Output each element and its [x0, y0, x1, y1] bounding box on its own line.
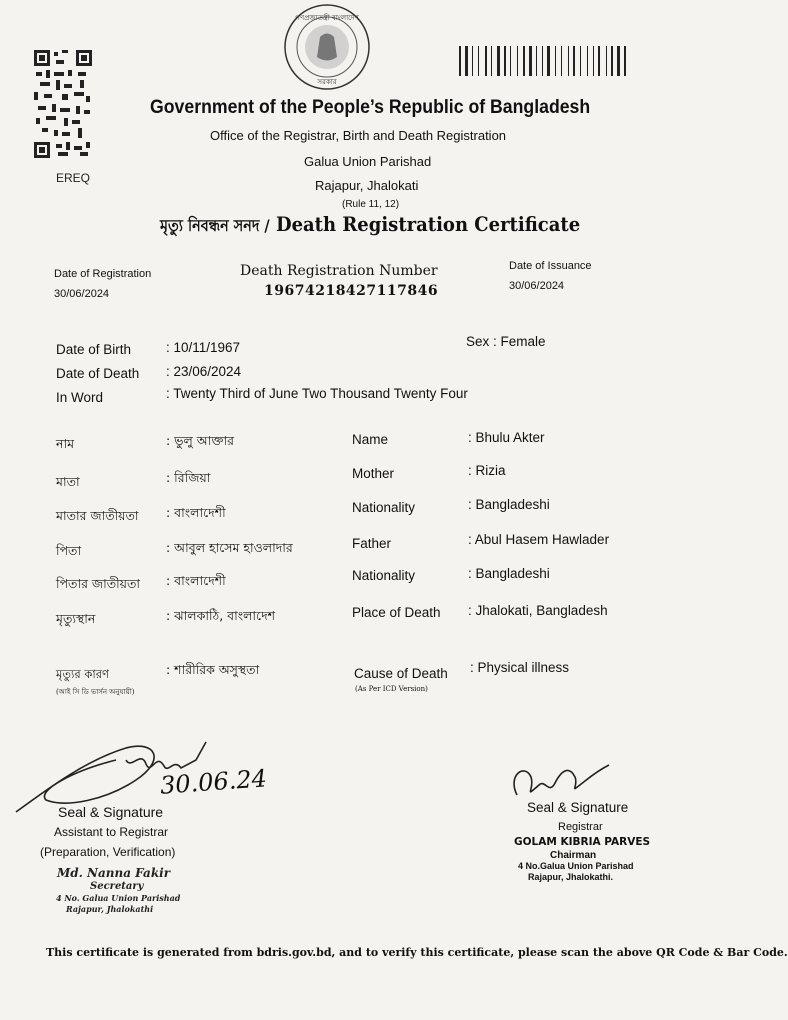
place-of-death-value: : Jhalokati, Bangladesh [468, 603, 608, 618]
bn-cause-label: মৃত্যুর কারণ [56, 667, 109, 681]
qr-code [34, 50, 92, 158]
bn-father-label: পিতা [56, 543, 82, 558]
registrar-title: Registrar [558, 821, 603, 833]
cause-value: : Physical illness [470, 660, 570, 675]
registration-number-label: Death Registration Number [240, 263, 438, 279]
registrar-place: Rajapur, Jhalokathi. [528, 872, 614, 882]
sex-value: Sex : Female [466, 334, 546, 349]
date-of-registration-label: Date of Registration [54, 268, 152, 280]
father-value: : Abul Hasem Hawlader [468, 532, 610, 547]
name-value: : Bhulu Akter [468, 430, 545, 445]
bn-father-nationality-label: পিতার জাতীয়তা [56, 576, 141, 591]
date-of-issuance-label: Date of Issuance [509, 260, 592, 272]
registrar-role: Chairman [550, 850, 597, 861]
date-of-issuance-value: 30/06/2024 [509, 280, 565, 292]
bn-name-value: : ভুলু আক্তার [166, 433, 235, 448]
bn-father-nationality-value: : বাংলাদেশী [166, 573, 226, 588]
office-title: Office of the Registrar, Birth and Death Registration [210, 128, 507, 143]
secretary-stamp-org: 4 No. Galua Union Parishad [56, 893, 181, 903]
father-nationality-value: : Bangladeshi [468, 566, 550, 581]
assistant-title: Assistant to Registrar [54, 825, 169, 839]
bn-cause-note: (আই সি ডি ভার্সন অনুযায়ী) [56, 688, 135, 696]
assistant-subtitle: (Preparation, Verification) [40, 845, 176, 859]
registrar-signature [505, 755, 615, 805]
bn-place-of-death-label: মৃত্যুস্থান [56, 611, 96, 626]
cause-label: Cause of Death [354, 666, 448, 681]
bn-mother-label: মাতা [56, 474, 80, 489]
in-word-label: In Word [56, 390, 104, 405]
certificate-title [160, 212, 580, 240]
dob-label: Date of Birth [56, 342, 132, 357]
union-name: Galua Union Parishad [304, 154, 432, 169]
left-seal-label: Seal & Signature [58, 804, 164, 820]
qr-caption: EREQ [56, 171, 91, 185]
registrar-org: 4 No.Galua Union Parishad [518, 861, 634, 871]
bn-name-label: নাম [56, 436, 75, 451]
union-location: Rajapur, Jhalokati [315, 178, 419, 193]
secretary-stamp-name: Md. Nanna Fakir [57, 866, 171, 880]
mother-value: : Rizia [468, 463, 506, 478]
certificate-title-bn: মৃত্যু নিবন্ধন সনদ / [160, 216, 270, 235]
dod-value: : 23/06/2024 [166, 364, 242, 379]
bn-father-value: : আবুল হাসেম হাওলাদার [166, 540, 293, 555]
mother-nationality-value: : Bangladeshi [468, 497, 550, 512]
place-of-death-label: Place of Death [352, 605, 441, 620]
in-word-value: : Twenty Third of June Two Thousand Twenty Four [166, 386, 468, 401]
registration-number-value: 19674218427117846 [264, 283, 439, 299]
barcode [459, 46, 679, 76]
verification-footer: This certificate is generated from bdris.gov.bd, and to verify this certificate, please scan the above QR Code & Bar Code. [46, 946, 788, 959]
mother-label: Mother [352, 466, 395, 481]
bn-cause-value: : শারীরিক অসুস্থতা [166, 662, 260, 677]
bn-mother-nationality-value: : বাংলাদেশী [166, 505, 226, 520]
handwritten-date: 30.06.24 [159, 764, 268, 800]
dod-label: Date of Death [56, 366, 140, 381]
mother-nationality-label: Nationality [352, 500, 416, 515]
certificate-title-en: Death Registration Certificate [275, 212, 581, 236]
dob-value: : 10/11/1967 [166, 340, 241, 355]
father-nationality-label: Nationality [352, 568, 416, 583]
secretary-stamp-place: Rajapur, Jhalokathi [66, 904, 154, 914]
cause-note: (As Per ICD Version) [355, 685, 428, 693]
government-seal-logo [282, 2, 372, 92]
right-seal-label: Seal & Signature [527, 800, 629, 815]
bn-mother-value: : রিজিয়া [166, 470, 211, 485]
father-label: Father [352, 536, 392, 551]
registrar-name: GOLAM KIBRIA PARVES [514, 836, 651, 848]
name-label: Name [352, 432, 389, 447]
date-of-registration-value: 30/06/2024 [54, 288, 110, 300]
bn-mother-nationality-label: মাতার জাতীয়তা [56, 508, 139, 523]
bn-place-of-death-value: : ঝালকাঠি, বাংলাদেশ [166, 608, 276, 623]
rule-reference: (Rule 11, 12) [342, 199, 400, 210]
secretary-stamp-title: Secretary [90, 881, 144, 892]
svg-text:সরকার: সরকার [317, 78, 337, 86]
svg-text:গণপ্রজাতন্ত্রী বাংলাদেশ: গণপ্রজাতন্ত্রী বাংলাদেশ [295, 14, 359, 22]
government-title: Government of the People’s Republic of Bangladesh [150, 97, 591, 118]
